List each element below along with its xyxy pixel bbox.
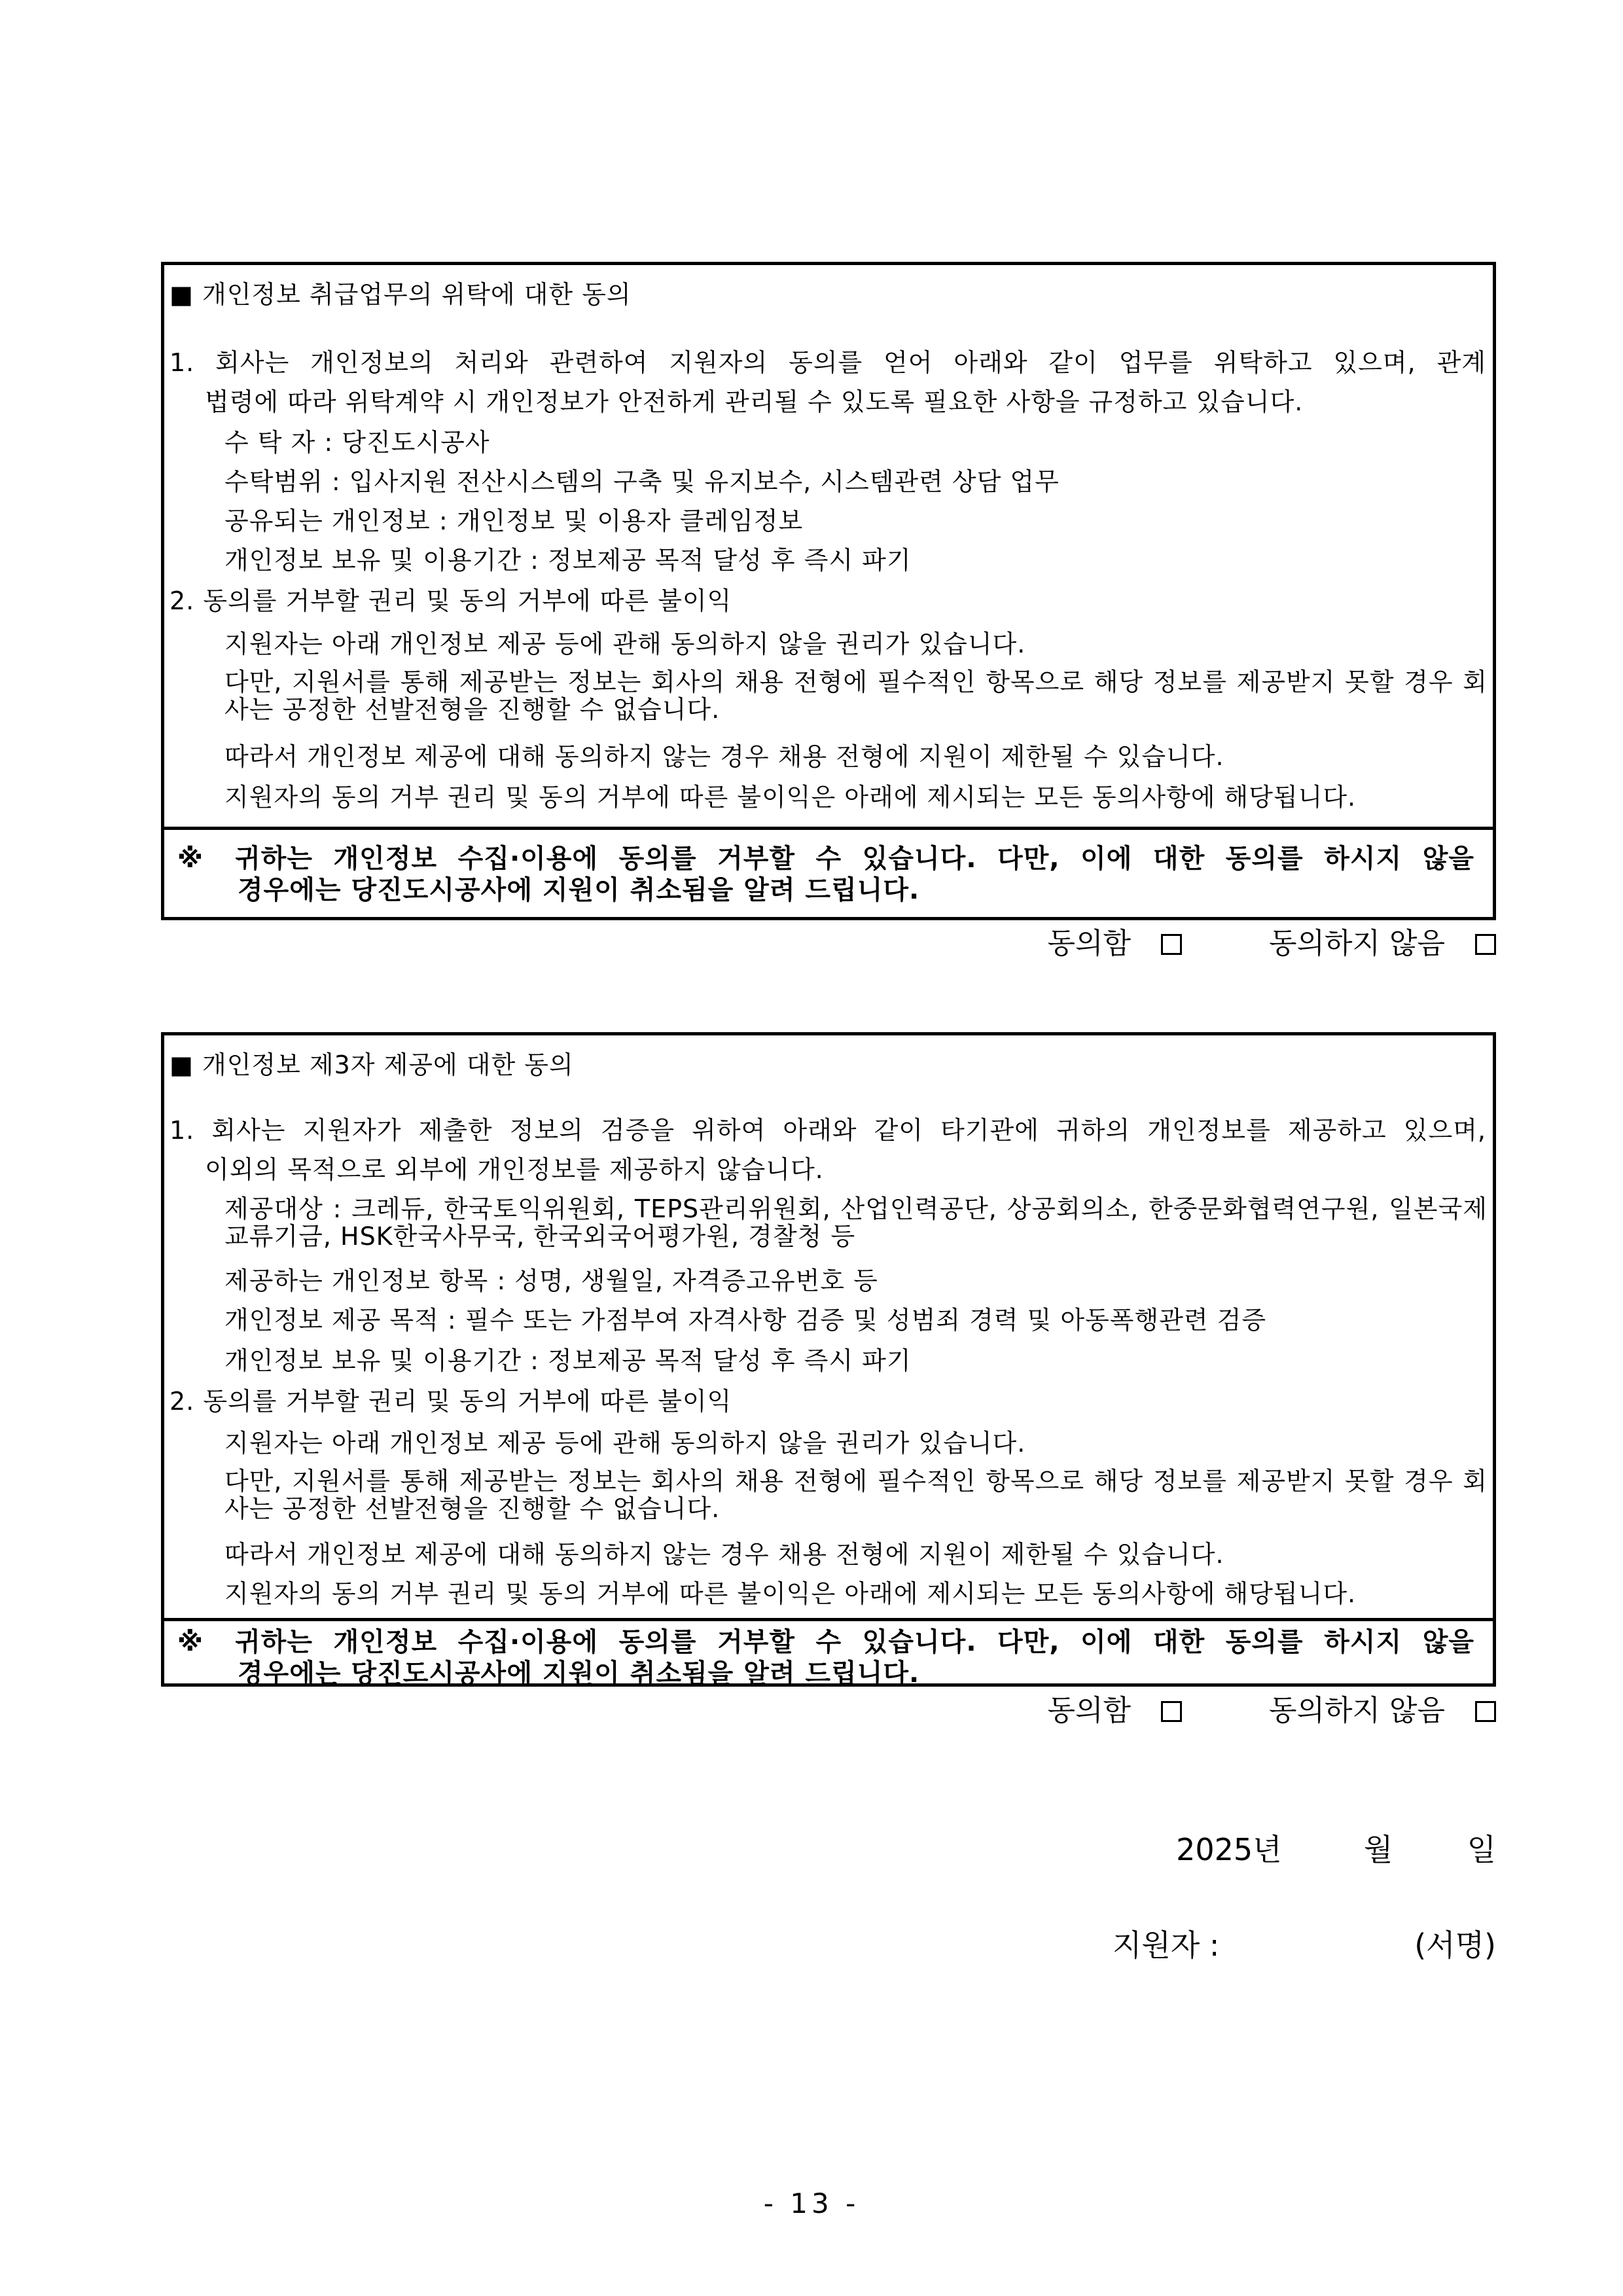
item1-text-cont: 이외의 목적으로 외부에 개인정보를 제공하지 않습니다. [205,1155,824,1184]
rights-line: 지원자는 아래 개인정보 제공 등에 관해 동의하지 않을 권리가 있습니다. [224,1429,1026,1458]
disagree-option[interactable] [1269,924,1496,963]
date-line [1176,1830,1496,1869]
applicant-label: 지원자 : [1113,1928,1220,1963]
agree-label: 동의함 [1047,1694,1131,1727]
detail-line: 개인정보 제공 목적 : 필수 또는 가점부여 자격사항 검증 및 성범죄 경력 및 아동폭행관련 검증 [224,1306,1267,1335]
detail-line: 수 탁 자 : 당진도시공사 [224,428,490,457]
item2-heading: 2. 동의를 거부할 권리 및 동의 거부에 따른 불이익 [169,586,732,615]
consent-section-third-party [161,1032,1496,1687]
disagree-checkbox[interactable] [1475,1701,1496,1722]
notice-box [164,1618,1493,1689]
signature-line [1113,1926,1496,1965]
rights-line: 따라서 개인정보 제공에 대해 동의하지 않는 경우 채용 전형에 지원이 제한될 수 있습니다. [224,1540,1224,1569]
detail-line: 수탁범위 : 입사지원 전산시스템의 구축 및 유지보수, 시스템관련 상담 업무 [224,467,1060,496]
agree-option[interactable] [1047,924,1182,963]
section-heading: ■ 개인정보 취급업무의 위탁에 대한 동의 [169,280,632,309]
disagree-label: 동의하지 않음 [1268,927,1445,960]
page-number: - 13 - [763,2187,860,2219]
item1-text: 1. 회사는 개인정보의 처리와 관련하여 지원자의 동의를 얻어 아래와 같이 업무를 위탁하고 있으며, 관계 [169,348,1486,377]
item1-text: 1. 회사는 지원자가 제출한 정보의 검증을 위하여 아래와 같이 타기관에 귀하의 개인정보를 제공하고 있으며, [169,1116,1486,1145]
consent-section-outsourcing [161,262,1496,920]
date-year: 2025년 [1176,1832,1282,1867]
notice-text: ※ 귀하는 개인정보 수집·이용에 동의를 거부할 수 있습니다. 다만, 이에 대한 동의를 하시지 않을 [177,1627,1474,1657]
detail-line: 공유되는 개인정보 : 개인정보 및 이용자 클레임정보 [224,507,804,535]
detail-line: 개인정보 보유 및 이용기간 : 정보제공 목적 달성 후 즉시 파기 [224,546,912,575]
notice-box [164,827,1493,917]
date-day: 일 [1467,1832,1496,1867]
detail-line: 제공대상 : 크레듀, 한국토익위원회, TEPS관리위원회, 산업인력공단, 상공회의소, 한중문화협력연구원, 일본국제교류기금, HSK한국사무국, 한국외국어평가원, 경찰청 등 [224,1194,1488,1251]
detail-line: 제공하는 개인정보 항목 : 성명, 생월일, 자격증고유번호 등 [224,1266,878,1295]
disagree-label: 동의하지 않음 [1268,1694,1445,1727]
disagree-option[interactable] [1269,1691,1496,1731]
rights-line: 지원자는 아래 개인정보 제공 등에 관해 동의하지 않을 권리가 있습니다. [224,630,1026,658]
agree-option[interactable] [1047,1691,1182,1731]
rights-line: 따라서 개인정보 제공에 대해 동의하지 않는 경우 채용 전형에 지원이 제한될 수 있습니다. [224,742,1224,771]
notice-text-cont: 경우에는 당진도시공사에 지원이 취소됨을 알려 드립니다. [238,875,920,905]
date-month: 월 [1363,1832,1393,1867]
section-heading: ■ 개인정보 제3자 제공에 대한 동의 [169,1050,574,1079]
rights-line: 지원자의 동의 거부 권리 및 동의 거부에 따른 불이익은 아래에 제시되는 모든 동의사항에 해당됩니다. [224,783,1357,812]
consent-options-2 [161,1691,1496,1731]
notice-text-cont: 경우에는 당진도시공사에 지원이 취소됨을 알려 드립니다. [238,1659,920,1689]
detail-line: 개인정보 보유 및 이용기간 : 정보제공 목적 달성 후 즉시 파기 [224,1346,912,1375]
consent-options-1 [161,924,1496,963]
item2-heading: 2. 동의를 거부할 권리 및 동의 거부에 따른 불이익 [169,1387,732,1416]
agree-checkbox[interactable] [1161,934,1182,955]
signature-label: (서명) [1414,1928,1496,1963]
agree-label: 동의함 [1047,927,1131,960]
rights-line: 다만, 지원서를 통해 제공받는 정보는 회사의 채용 전형에 필수적인 항목으로 해당 정보를 제공받지 못할 경우 회사는 공정한 선발전형을 진행할 수 없습니다. [224,668,1488,724]
rights-line: 지원자의 동의 거부 권리 및 동의 거부에 따른 불이익은 아래에 제시되는 모든 동의사항에 해당됩니다. [224,1579,1357,1608]
rights-line: 다만, 지원서를 통해 제공받는 정보는 회사의 채용 전형에 필수적인 항목으로 해당 정보를 제공받지 못할 경우 회사는 공정한 선발전형을 진행할 수 없습니다. [224,1467,1488,1523]
notice-text: ※ 귀하는 개인정보 수집·이용에 동의를 거부할 수 있습니다. 다만, 이에 대한 동의를 하시지 않을 [177,844,1474,874]
item1-text-cont: 법령에 따라 위탁계약 시 개인정보가 안전하게 관리될 수 있도록 필요한 사항을 규정하고 있습니다. [205,387,1304,416]
disagree-checkbox[interactable] [1475,934,1496,955]
agree-checkbox[interactable] [1161,1701,1182,1722]
